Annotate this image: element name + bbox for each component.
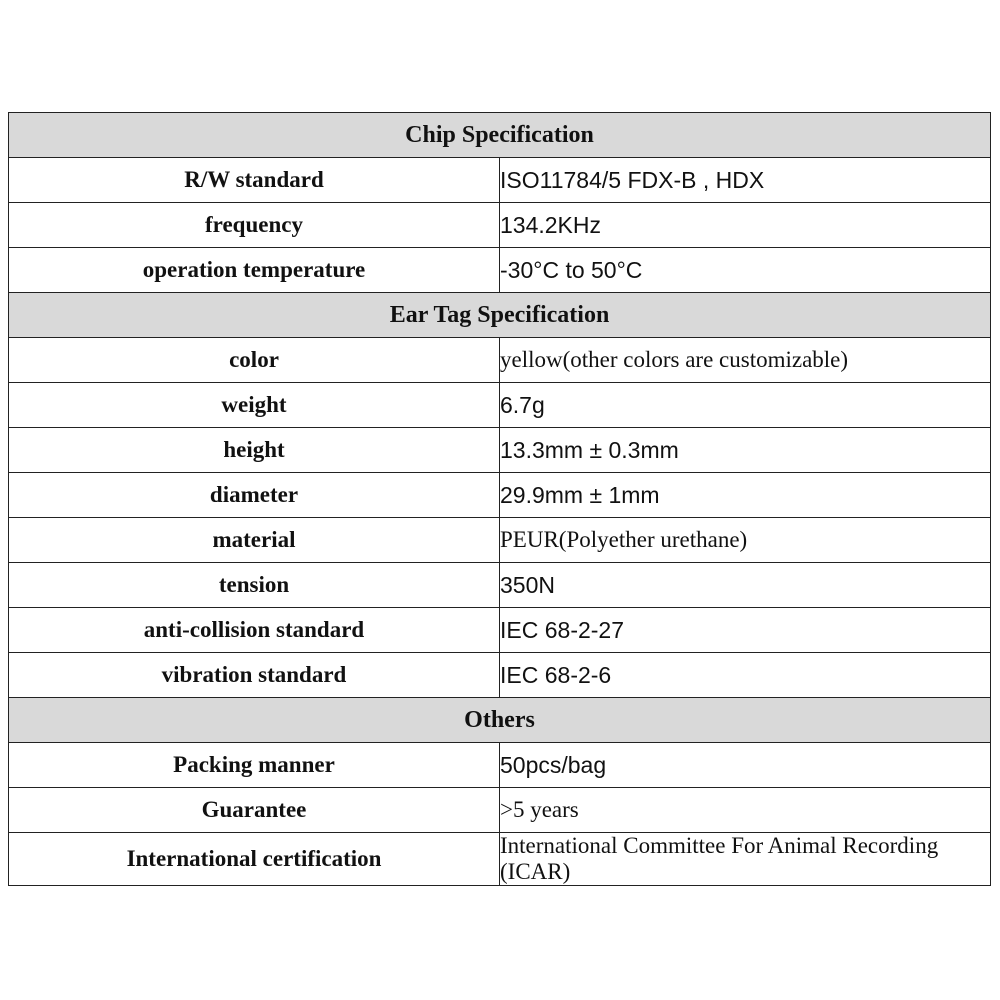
spec-value-vibration-standard: IEC 68-2-6	[500, 653, 991, 698]
spec-value-rw-standard: ISO11784/5 FDX-B , HDX	[500, 158, 991, 203]
table-row	[9, 383, 991, 428]
section-title-chip-specification: Chip Specification	[9, 113, 991, 158]
spec-label-frequency: frequency	[9, 203, 500, 248]
section-title-ear-tag-specification: Ear Tag Specification	[9, 293, 991, 338]
spec-label-material: material	[9, 518, 500, 563]
spec-value-frequency: 134.2KHz	[500, 203, 991, 248]
spec-label-height: height	[9, 428, 500, 473]
spec-label-diameter: diameter	[9, 473, 500, 518]
section-header-row	[9, 113, 991, 158]
spec-value-weight: 6.7g	[500, 383, 991, 428]
spec-label-anti-collision-standard: anti-collision standard	[9, 608, 500, 653]
table-row	[9, 203, 991, 248]
spec-value-packing-manner: 50pcs/bag	[500, 743, 991, 788]
spec-label-vibration-standard: vibration standard	[9, 653, 500, 698]
spec-label-international-certification: International certification	[9, 833, 500, 886]
table-row	[9, 608, 991, 653]
spec-value-guarantee: >5 years	[500, 788, 991, 833]
table-row	[9, 518, 991, 563]
table-row	[9, 653, 991, 698]
spec-label-rw-standard: R/W standard	[9, 158, 500, 203]
table-row	[9, 158, 991, 203]
spec-label-color: color	[9, 338, 500, 383]
specification-table	[8, 112, 991, 886]
table-row	[9, 788, 991, 833]
spec-label-operation-temperature: operation temperature	[9, 248, 500, 293]
spec-label-tension: tension	[9, 563, 500, 608]
section-title-others: Others	[9, 698, 991, 743]
spec-value-material: PEUR(Polyether urethane)	[500, 518, 991, 563]
section-header-row	[9, 293, 991, 338]
spec-label-packing-manner: Packing manner	[9, 743, 500, 788]
table-row	[9, 473, 991, 518]
spec-value-operation-temperature: -30°C to 50°C	[500, 248, 991, 293]
spec-label-weight: weight	[9, 383, 500, 428]
spec-value-international-certification: International Committee For Animal Recording (ICAR)	[500, 833, 991, 886]
table-row	[9, 338, 991, 383]
spec-label-guarantee: Guarantee	[9, 788, 500, 833]
table-row	[9, 833, 991, 886]
table-row	[9, 248, 991, 293]
table-row	[9, 428, 991, 473]
spec-value-height: 13.3mm ± 0.3mm	[500, 428, 991, 473]
section-header-row	[9, 698, 991, 743]
spec-value-tension: 350N	[500, 563, 991, 608]
table-row	[9, 563, 991, 608]
table-row	[9, 743, 991, 788]
spec-value-diameter: 29.9mm ± 1mm	[500, 473, 991, 518]
spec-value-color: yellow(other colors are customizable)	[500, 338, 991, 383]
spec-value-anti-collision-standard: IEC 68-2-27	[500, 608, 991, 653]
